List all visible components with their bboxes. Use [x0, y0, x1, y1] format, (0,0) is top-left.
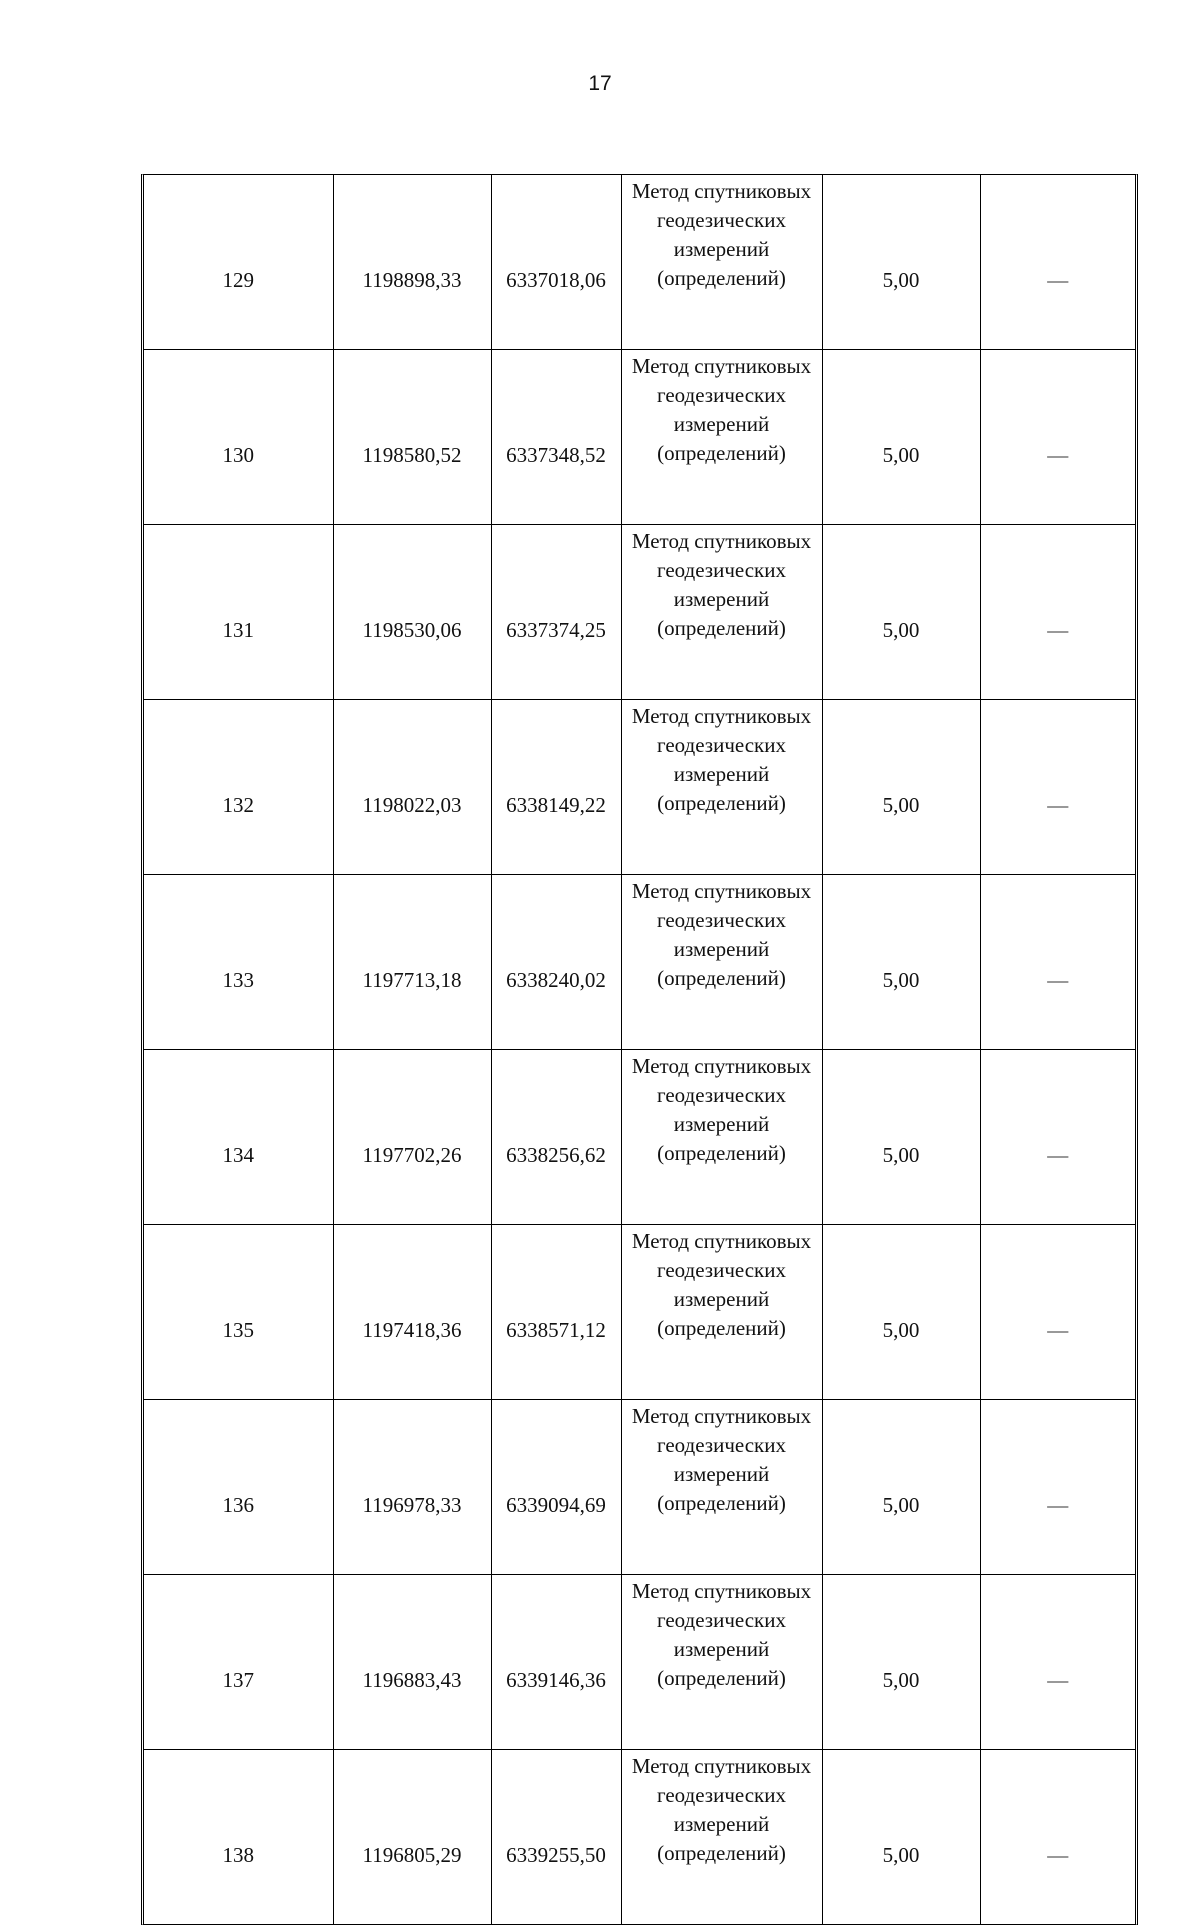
- y-coordinate-cell: [491, 525, 621, 700]
- x-coordinate-cell-text: 1198530,06: [362, 617, 462, 642]
- point-number-cell-text: 136: [222, 1492, 254, 1517]
- y-coordinate-cell-text: 6339146,36: [506, 1667, 606, 1692]
- table-row: [144, 1400, 1135, 1575]
- table-row: [144, 875, 1135, 1050]
- note-cell-text: —: [1047, 267, 1069, 292]
- x-coordinate-cell: [333, 1225, 491, 1400]
- accuracy-cell-text: 5,00: [882, 267, 920, 292]
- method-cell-text: Метод спутниковых геодезических измерений (определений): [631, 1054, 812, 1165]
- x-coordinate-cell-text: 1198580,52: [362, 442, 462, 467]
- method-cell-text: Метод спутниковых геодезических измерений (определений): [631, 354, 812, 465]
- note-cell-text: —: [1047, 617, 1069, 642]
- point-number-cell: [144, 1225, 333, 1400]
- accuracy-cell-text: 5,00: [882, 967, 920, 992]
- x-coordinate-cell-text: 1198022,03: [362, 792, 462, 817]
- x-coordinate-cell-text: 1197713,18: [362, 967, 462, 992]
- method-cell: [621, 1750, 822, 1925]
- y-coordinate-cell: [491, 1575, 621, 1750]
- accuracy-cell-text: 5,00: [882, 1842, 920, 1867]
- table-row: [144, 1225, 1135, 1400]
- point-number-cell-text: 137: [222, 1667, 254, 1692]
- point-number-cell: [144, 525, 333, 700]
- y-coordinate-cell-text: 6338256,62: [506, 1142, 606, 1167]
- accuracy-cell: [822, 700, 980, 875]
- coordinates-table: [141, 174, 1138, 1925]
- method-cell: [621, 1050, 822, 1225]
- note-cell: [980, 875, 1135, 1050]
- point-number-cell-text: 133: [222, 967, 254, 992]
- point-number-cell: [144, 175, 333, 350]
- accuracy-cell: [822, 1050, 980, 1225]
- y-coordinate-cell-text: 6338571,12: [506, 1317, 606, 1342]
- accuracy-cell: [822, 350, 980, 525]
- point-number-cell-text: 134: [222, 1142, 254, 1167]
- x-coordinate-cell: [333, 350, 491, 525]
- note-cell: [980, 1400, 1135, 1575]
- point-number-cell: [144, 1400, 333, 1575]
- accuracy-cell-text: 5,00: [882, 1317, 920, 1342]
- point-number-cell: [144, 1050, 333, 1225]
- accuracy-cell-text: 5,00: [882, 1667, 920, 1692]
- accuracy-cell-text: 5,00: [882, 1142, 920, 1167]
- x-coordinate-cell-text: 1198898,33: [362, 267, 462, 292]
- y-coordinate-cell-text: 6339255,50: [506, 1842, 606, 1867]
- accuracy-cell: [822, 875, 980, 1050]
- x-coordinate-cell: [333, 875, 491, 1050]
- method-cell: [621, 1400, 822, 1575]
- method-cell-text: Метод спутниковых геодезических измерений (определений): [631, 704, 812, 815]
- note-cell-text: —: [1047, 967, 1069, 992]
- note-cell-text: —: [1047, 442, 1069, 467]
- method-cell: [621, 1575, 822, 1750]
- y-coordinate-cell: [491, 875, 621, 1050]
- note-cell-text: —: [1047, 1667, 1069, 1692]
- method-cell-text: Метод спутниковых геодезических измерений (определений): [631, 529, 812, 640]
- accuracy-cell: [822, 525, 980, 700]
- note-cell-text: —: [1047, 792, 1069, 817]
- note-cell: [980, 175, 1135, 350]
- y-coordinate-cell: [491, 350, 621, 525]
- x-coordinate-cell-text: 1197702,26: [362, 1142, 462, 1167]
- y-coordinate-cell-text: 6337348,52: [506, 442, 606, 467]
- note-cell: [980, 1575, 1135, 1750]
- note-cell-text: —: [1047, 1842, 1069, 1867]
- point-number-cell-text: 135: [222, 1317, 254, 1342]
- method-cell-text: Метод спутниковых геодезических измерений (определений): [631, 879, 812, 990]
- table-row: [144, 525, 1135, 700]
- point-number-cell: [144, 875, 333, 1050]
- x-coordinate-cell: [333, 1750, 491, 1925]
- method-cell-text: Метод спутниковых геодезических измерений (определений): [631, 179, 812, 290]
- accuracy-cell: [822, 1575, 980, 1750]
- y-coordinate-cell-text: 6339094,69: [506, 1492, 606, 1517]
- y-coordinate-cell-text: 6337374,25: [506, 617, 606, 642]
- method-cell-text: Метод спутниковых геодезических измерений (определений): [631, 1229, 812, 1340]
- method-cell-text: Метод спутниковых геодезических измерений (определений): [631, 1404, 812, 1515]
- point-number-cell: [144, 1750, 333, 1925]
- method-cell-text: Метод спутниковых геодезических измерений (определений): [631, 1579, 812, 1690]
- accuracy-cell: [822, 1225, 980, 1400]
- note-cell: [980, 1750, 1135, 1925]
- x-coordinate-cell-text: 1196978,33: [362, 1492, 462, 1517]
- method-cell-text: Метод спутниковых геодезических измерений (определений): [631, 1754, 812, 1865]
- note-cell-text: —: [1047, 1142, 1069, 1167]
- x-coordinate-cell-text: 1196883,43: [362, 1667, 462, 1692]
- point-number-cell-text: 138: [222, 1842, 254, 1867]
- note-cell-text: —: [1047, 1492, 1069, 1517]
- accuracy-cell-text: 5,00: [882, 1492, 920, 1517]
- x-coordinate-cell-text: 1197418,36: [362, 1317, 462, 1342]
- y-coordinate-cell-text: 6338240,02: [506, 967, 606, 992]
- table-row: [144, 350, 1135, 525]
- point-number-cell-text: 130: [222, 442, 254, 467]
- x-coordinate-cell: [333, 1050, 491, 1225]
- y-coordinate-cell: [491, 1050, 621, 1225]
- note-cell-text: —: [1047, 1317, 1069, 1342]
- x-coordinate-cell: [333, 525, 491, 700]
- table-row: [144, 1050, 1135, 1225]
- note-cell: [980, 525, 1135, 700]
- note-cell: [980, 350, 1135, 525]
- y-coordinate-cell: [491, 700, 621, 875]
- accuracy-cell-text: 5,00: [882, 792, 920, 817]
- method-cell: [621, 175, 822, 350]
- note-cell: [980, 1050, 1135, 1225]
- point-number-cell-text: 129: [222, 267, 254, 292]
- method-cell: [621, 875, 822, 1050]
- method-cell: [621, 525, 822, 700]
- table-row: [144, 175, 1135, 350]
- accuracy-cell-text: 5,00: [882, 617, 920, 642]
- y-coordinate-cell: [491, 1750, 621, 1925]
- x-coordinate-cell: [333, 700, 491, 875]
- y-coordinate-cell-text: 6338149,22: [506, 792, 606, 817]
- y-coordinate-cell-text: 6337018,06: [506, 267, 606, 292]
- point-number-cell-text: 131: [222, 617, 254, 642]
- note-cell: [980, 700, 1135, 875]
- page-number: 17: [588, 72, 612, 95]
- accuracy-cell: [822, 1400, 980, 1575]
- point-number-cell: [144, 700, 333, 875]
- method-cell: [621, 350, 822, 525]
- accuracy-cell-text: 5,00: [882, 442, 920, 467]
- method-cell: [621, 700, 822, 875]
- table-row: [144, 700, 1135, 875]
- point-number-cell: [144, 1575, 333, 1750]
- y-coordinate-cell: [491, 1225, 621, 1400]
- x-coordinate-cell: [333, 1575, 491, 1750]
- accuracy-cell: [822, 175, 980, 350]
- x-coordinate-cell: [333, 1400, 491, 1575]
- accuracy-cell: [822, 1750, 980, 1925]
- table-row: [144, 1750, 1135, 1925]
- method-cell: [621, 1225, 822, 1400]
- point-number-cell-text: 132: [222, 792, 254, 817]
- table-row: [144, 1575, 1135, 1750]
- x-coordinate-cell-text: 1196805,29: [362, 1842, 462, 1867]
- y-coordinate-cell: [491, 175, 621, 350]
- note-cell: [980, 1225, 1135, 1400]
- y-coordinate-cell: [491, 1400, 621, 1575]
- point-number-cell: [144, 350, 333, 525]
- x-coordinate-cell: [333, 175, 491, 350]
